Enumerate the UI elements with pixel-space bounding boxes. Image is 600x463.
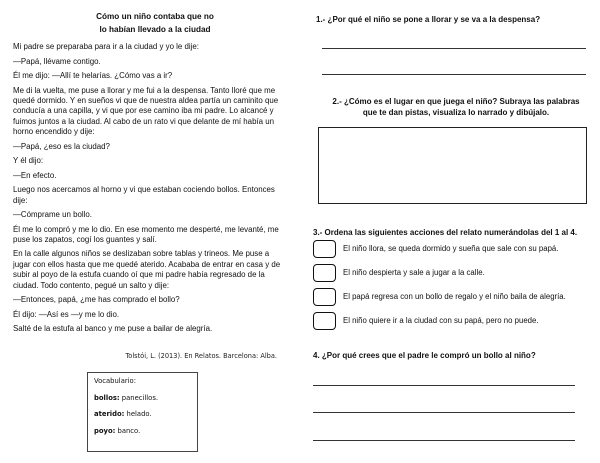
drawing-box[interactable] [318, 127, 587, 204]
story-paragraph: Él me lo compró y me lo dio. En ese momento me desperté, me levanté, me puse los zapatos, cogí los guantes y salí. [13, 224, 279, 244]
order-item [313, 264, 598, 285]
story-title [27, 10, 283, 36]
story-section [13, 10, 283, 335]
question-1: 1.- ¿Por qué el niño se pone a llorar y se va a la despensa? [316, 15, 541, 24]
story-title-line-1: Cómo un niño contaba que no [96, 12, 214, 21]
vocabulary-entry [94, 410, 191, 419]
order-number-box[interactable] [313, 240, 336, 258]
story-paragraph: —Papá, llévame contigo. [13, 56, 101, 66]
question-2-line-2: que te dan pistas, visualiza lo narrado y dibújalo. [362, 107, 550, 117]
vocabulary-term: aterido: [94, 410, 125, 419]
vocabulary-definition: helado. [124, 410, 152, 419]
question-3: 3.- Ordena las siguientes acciones del relato numerándolas del 1 al 4. [313, 228, 578, 237]
answer-line-q4[interactable] [313, 440, 575, 441]
story-paragraph: —Papá, ¿eso es la ciudad? [13, 141, 110, 151]
order-number-box[interactable] [313, 312, 336, 330]
question-2-line-1: 2.- ¿Cómo es el lugar en que juega el niño? Subraya las palabras [332, 97, 580, 106]
order-item-text: El papá regresa con un bollo de regalo y el niño baila de alegría. [343, 292, 566, 301]
question-4: 4. ¿Por qué crees que el padre le compró un bollo al niño? [313, 351, 536, 360]
story-paragraph: Me di la vuelta, me puse a llorar y me fui a la despensa. Tanto lloré que me quedé dormido. Y en sueños vi que de nuestra aldea partía un caminito que conducía a una capilla, y vi que por ese camino iba mi padre. Lo alcancé y fuimos juntos a la ciudad. Al cabo de un rato vi que delante de mí había un horno encendido y dije: [13, 85, 279, 137]
vocabulary-box [87, 372, 198, 452]
order-item [313, 240, 598, 261]
order-number-box[interactable] [313, 264, 336, 282]
story-paragraph: Y él dijo: [13, 156, 44, 166]
vocabulary-entry [94, 427, 191, 436]
story-paragraph: Él dijo: —Así es —y me lo dio. [13, 309, 120, 319]
story-paragraph: Mi padre se preparaba para ir a la ciudad y yo le dije: [13, 42, 199, 51]
story-title-line-2: lo habían llevado a la ciudad [99, 25, 211, 34]
order-item [313, 288, 598, 309]
vocabulary-heading: Vocabulario: [94, 377, 136, 385]
story-body [13, 42, 283, 335]
answer-line-q4[interactable] [313, 385, 575, 386]
story-citation: Tolstói, L. (2013). En Relatos. Barcelona: Alba. [125, 352, 277, 360]
order-item [313, 312, 598, 333]
answer-line-q4[interactable] [313, 412, 575, 413]
order-number-box[interactable] [313, 288, 336, 306]
vocabulary-definition: banco. [115, 426, 141, 435]
vocabulary-term: poyo: [94, 426, 116, 435]
story-paragraph: Luego nos acercamos al horno y vi que estaban cociendo bollos. Entonces dije: [13, 185, 275, 205]
order-item-text: El niño quiere ir a la ciudad con su papá, pero no puede. [343, 316, 539, 325]
story-paragraph: —Entonces, papá, ¿me has comprado el bollo? [13, 295, 180, 305]
vocabulary-definition: panecillos. [119, 394, 159, 402]
story-paragraph: —En efecto. [13, 170, 57, 180]
story-paragraph: Él me dijo: —Allí te helarías. ¿Cómo vas a ir? [13, 71, 173, 80]
story-paragraph: En la calle algunos niños se deslizaban sobre tablas y trineos. Me puse a jugar con ellos hasta que me quedé aterido. Acababa de entrar en casa y de subir al poyo de la estufa cuando oí que mi padre había regresado de la ciudad. Todo contento, pegué un salto y dije: [13, 249, 281, 290]
story-paragraph: —Cómprame un bollo. [13, 210, 92, 220]
answer-line-q1[interactable] [322, 48, 586, 49]
question-2 [316, 97, 596, 118]
order-item-text: El niño llora, se queda dormido y sueña que sale con su papá. [343, 244, 559, 253]
vocabulary-term: bollos: [94, 394, 120, 402]
story-paragraph: Salté de la estufa al banco y me puse a bailar de alegría. [13, 324, 213, 334]
order-item-text: El niño despierta y sale a jugar a la calle. [343, 268, 485, 277]
vocabulary-entry [94, 394, 191, 403]
answer-line-q1[interactable] [322, 74, 586, 75]
